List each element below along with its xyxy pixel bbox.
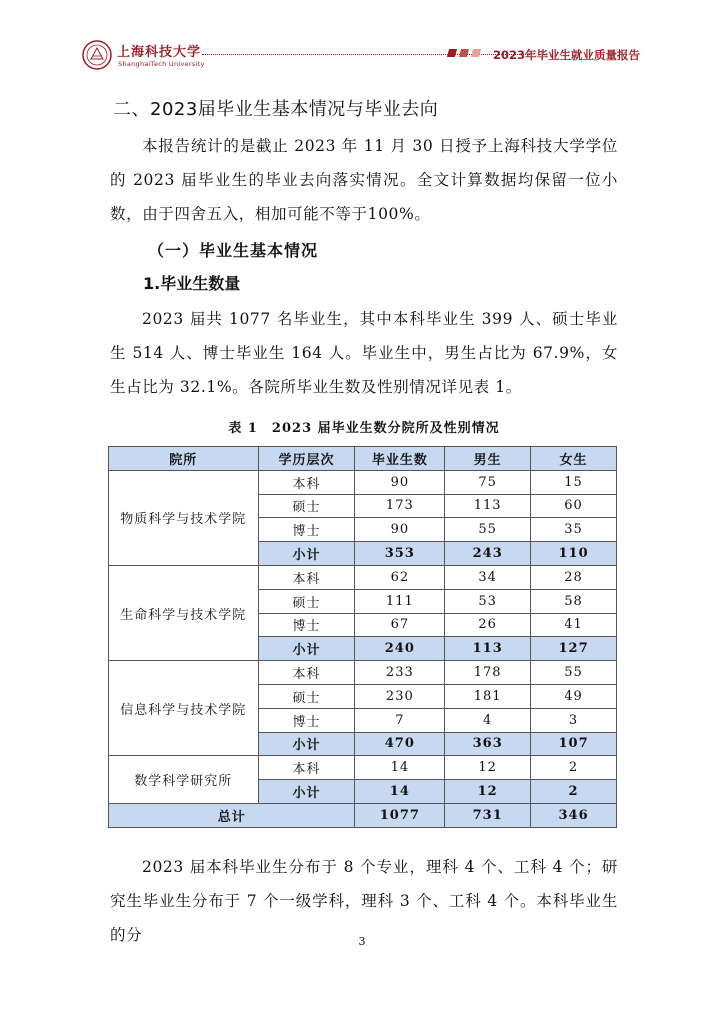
cell: 博士 — [258, 518, 355, 542]
header-female: 女生 — [531, 447, 617, 471]
header-level: 学历层次 — [258, 447, 355, 471]
closing-paragraph: 2023 届本科毕业生分布于 8 个专业，理科 4 个、工科 4 个；研究生毕业生分布于 7 个一级学科，理科 3 个、工科 4 个。本科毕业生的分 — [110, 858, 618, 944]
cell: 硕士 — [258, 494, 355, 518]
header-decoration — [448, 49, 480, 57]
cell: 34 — [445, 565, 531, 589]
header-count: 毕业生数 — [355, 447, 445, 471]
cell: 363 — [445, 732, 531, 756]
cell: 28 — [531, 565, 617, 589]
table-row — [109, 661, 617, 685]
total-label: 总计 — [109, 803, 355, 827]
dept-cell: 信息科学与技术学院 — [109, 661, 259, 756]
cell: 107 — [531, 732, 617, 756]
table-row — [109, 756, 617, 780]
cell: 2 — [531, 780, 617, 804]
cell: 90 — [355, 470, 445, 494]
university-seal-icon — [82, 40, 112, 70]
cell: 硕士 — [258, 589, 355, 613]
cell: 181 — [445, 684, 531, 708]
cell: 58 — [531, 589, 617, 613]
cell: 173 — [355, 494, 445, 518]
cell: 2 — [531, 756, 617, 780]
cell: 60 — [531, 494, 617, 518]
table-header-row — [109, 447, 617, 471]
cell: 小计 — [258, 637, 355, 661]
cell: 1077 — [355, 803, 445, 827]
cell: 240 — [355, 637, 445, 661]
cell: 本科 — [258, 470, 355, 494]
subsubsection-title: 1.毕业生数量 — [143, 274, 241, 293]
cell: 12 — [445, 756, 531, 780]
cell: 111 — [355, 589, 445, 613]
cell: 博士 — [258, 708, 355, 732]
page-header — [80, 38, 640, 78]
table-caption: 表 1 2023 届毕业生数分院所及性别情况 — [228, 421, 500, 436]
cell: 127 — [531, 637, 617, 661]
report-title: 2023年毕业生就业质量报告 — [492, 48, 640, 62]
cell: 小计 — [258, 732, 355, 756]
cell: 731 — [445, 803, 531, 827]
university-name-cn: 上海科技大学 — [117, 45, 202, 60]
cell: 12 — [445, 780, 531, 804]
cell: 14 — [355, 780, 445, 804]
cell: 本科 — [258, 756, 355, 780]
cell: 小计 — [258, 542, 355, 566]
cell: 233 — [355, 661, 445, 685]
cell: 67 — [355, 613, 445, 637]
cell: 75 — [445, 470, 531, 494]
cell: 4 — [445, 708, 531, 732]
cell: 小计 — [258, 780, 355, 804]
graduates-table — [108, 446, 617, 828]
university-name-en: ShanghaiTech University — [118, 60, 205, 68]
section-title: 二、2023届毕业生基本情况与毕业去向 — [113, 99, 439, 120]
cell: 230 — [355, 684, 445, 708]
cell: 本科 — [258, 661, 355, 685]
cell: 110 — [531, 542, 617, 566]
dept-cell: 数学科学研究所 — [109, 756, 259, 804]
cell: 49 — [531, 684, 617, 708]
cell: 35 — [531, 518, 617, 542]
cell: 博士 — [258, 613, 355, 637]
cell: 113 — [445, 637, 531, 661]
cell: 41 — [531, 613, 617, 637]
cell: 353 — [355, 542, 445, 566]
cell: 55 — [531, 661, 617, 685]
cell: 26 — [445, 613, 531, 637]
cell: 14 — [355, 756, 445, 780]
cell: 55 — [445, 518, 531, 542]
cell: 243 — [445, 542, 531, 566]
cell: 470 — [355, 732, 445, 756]
cell: 3 — [531, 708, 617, 732]
subsection-title: （一）毕业生基本情况 — [148, 241, 319, 260]
header-dept: 院所 — [109, 447, 259, 471]
dept-cell: 物质科学与技术学院 — [109, 470, 259, 565]
cell: 346 — [531, 803, 617, 827]
cell: 62 — [355, 565, 445, 589]
page-number: 3 — [358, 935, 366, 948]
dept-cell: 生命科学与技术学院 — [109, 565, 259, 660]
summary-paragraph: 2023 届共 1077 名毕业生，其中本科毕业生 399 人、硕士毕业生 514 人、博士毕业生 164 人。毕业生中，男生占比为 67.9%，女生占比为 32.1%。各院所毕业生数及性别情况详见表 1。 — [110, 310, 618, 396]
total-row — [109, 803, 617, 827]
cell: 178 — [445, 661, 531, 685]
header-divider — [202, 54, 530, 55]
cell: 本科 — [258, 565, 355, 589]
cell: 硕士 — [258, 684, 355, 708]
cell: 7 — [355, 708, 445, 732]
intro-paragraph: 本报告统计的是截止 2023 年 11 月 30 日授予上海科技大学学位的 2023 届毕业生的毕业去向落实情况。全文计算数据均保留一位小数，由于四舍五入，相加可能不等于100%。 — [110, 137, 618, 223]
cell: 113 — [445, 494, 531, 518]
cell: 90 — [355, 518, 445, 542]
cell: 53 — [445, 589, 531, 613]
cell: 15 — [531, 470, 617, 494]
table-row — [109, 565, 617, 589]
header-male: 男生 — [445, 447, 531, 471]
table-row — [109, 470, 617, 494]
